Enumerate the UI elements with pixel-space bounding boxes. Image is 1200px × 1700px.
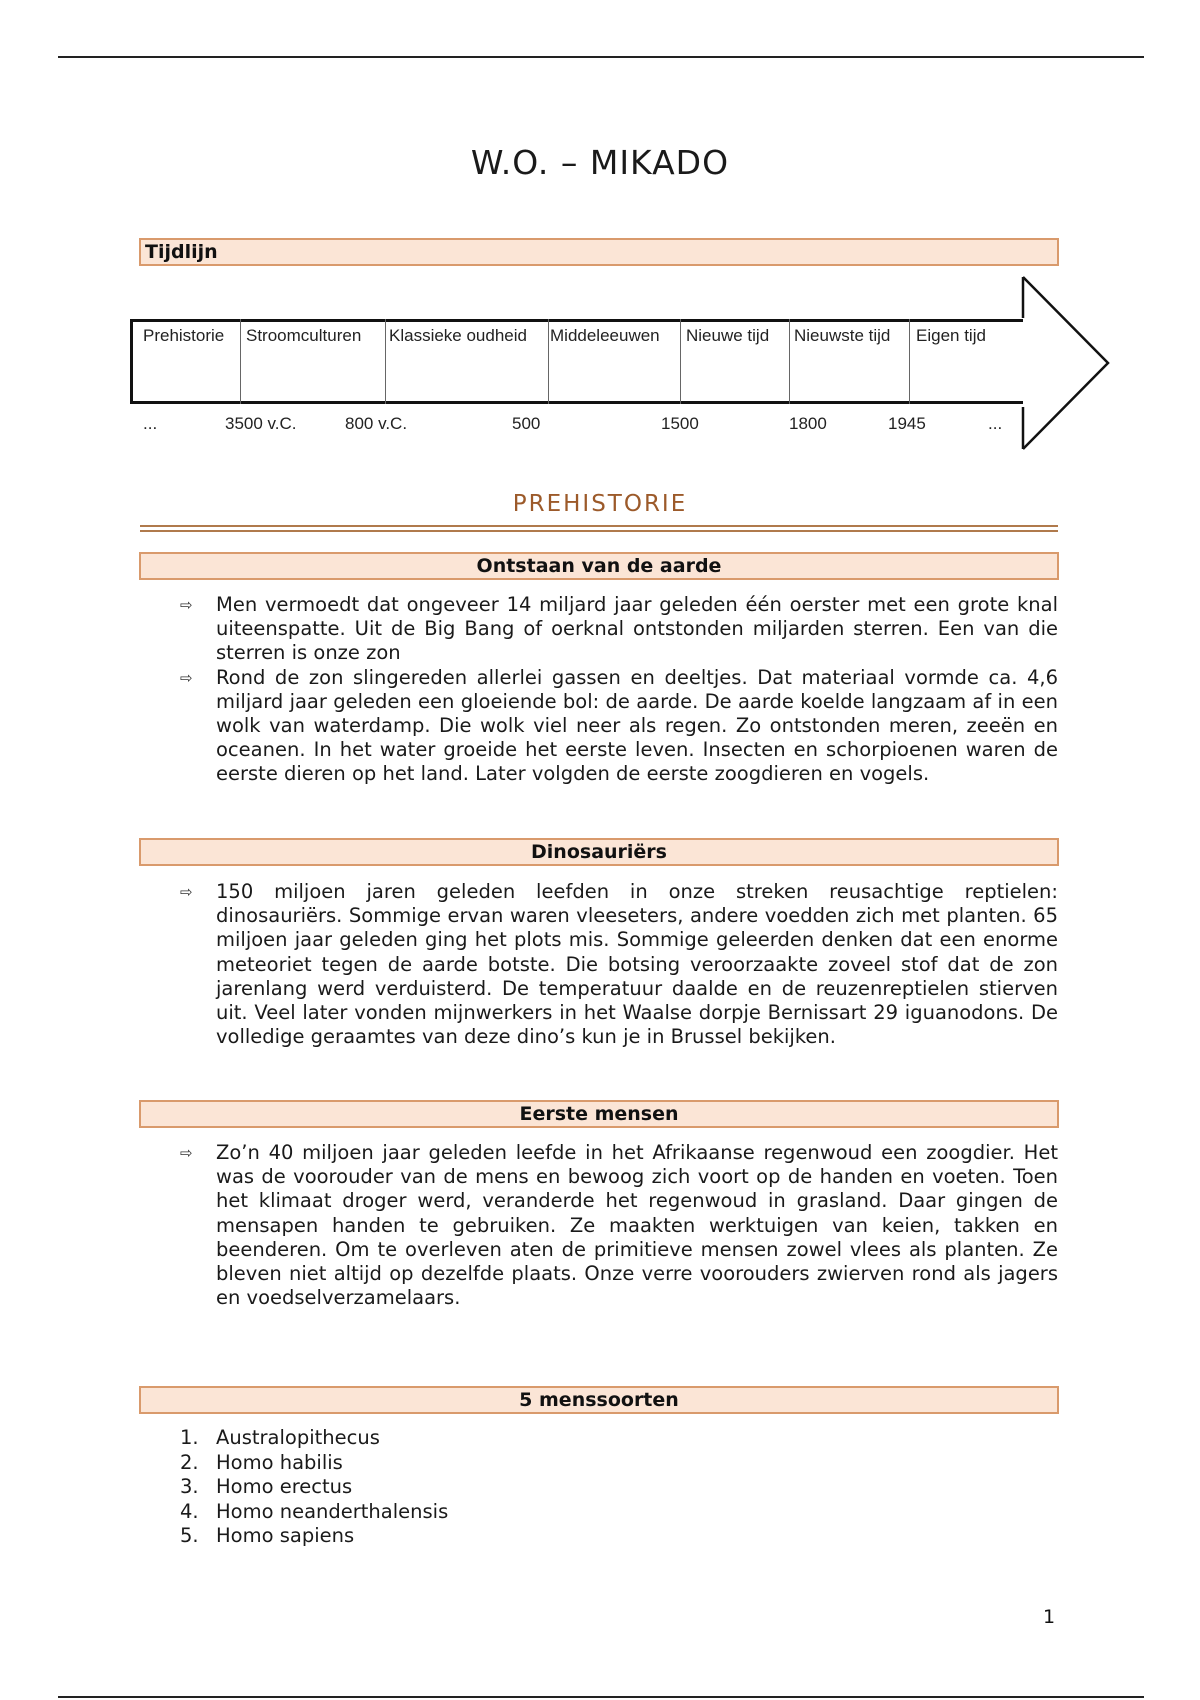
timeline-period: Eigen tijd <box>916 326 986 345</box>
section-title: PREHISTORIE <box>512 491 688 517</box>
timeline-tick: 1500 <box>661 414 699 433</box>
timeline-tick: 500 <box>512 414 541 433</box>
bullet-list <box>180 593 1058 787</box>
species-name: Australopithecus <box>216 1426 380 1449</box>
list-item: 2. Homo habilis <box>180 1450 343 1474</box>
section-heading: Ontstaan van de aarde <box>139 552 1059 580</box>
list-item <box>180 593 1058 666</box>
timeline-divider <box>385 319 386 404</box>
species-name: Homo habilis <box>216 1450 343 1474</box>
section-heading: Eerste mensen <box>139 1100 1059 1128</box>
list-item: 3. Homo erectus <box>180 1475 353 1499</box>
list-item <box>180 880 1058 1049</box>
timeline-tick: 1945 <box>888 414 926 433</box>
list-item <box>180 666 1058 787</box>
timeline-divider <box>789 319 790 404</box>
arrow-bullet-icon: ⇨ <box>180 883 193 901</box>
species-name: Homo sapiens <box>216 1524 355 1548</box>
timeline-divider <box>680 319 681 404</box>
timeline-divider <box>548 319 549 404</box>
list-item: 5. Homo sapiens <box>180 1524 355 1548</box>
timeline-tick: ... <box>988 414 1003 433</box>
timeline-heading: Tijdlijn <box>139 238 1059 266</box>
top-rule <box>58 56 1144 58</box>
timeline-divider <box>909 319 910 404</box>
bullet-list <box>180 1141 1058 1310</box>
paragraph-text: Zo’n 40 miljoen jaar geleden leefde in het Afrikaanse regenwoud een zoogdier. Het was de voorouder van de mens en bewoog zich voort op de handen en voeten. Toen het klimaat droger werd, veranderde het regenwoud in grasland. Daar gingen de mensapen handen te gebruiken. Ze maakten werktuigen van keien, takken en beenderen. Om te overleven aten de primitieve mensen zowel vlees als planten. Ze bleven niet altijd op dezelfde plaats. Onze verre voorouders zwierven rond als jagers en voedselverzamelaars. <box>216 1141 1058 1310</box>
timeline-divider <box>240 319 241 404</box>
timeline-period: Prehistorie <box>143 326 225 345</box>
arrow-bullet-icon: ⇨ <box>180 668 193 687</box>
list-item: 4. Homo neanderthalensis <box>180 1499 449 1523</box>
paragraph-text: Rond de zon slingereden allerlei gassen en deeltjes. Dat materiaal vormde ca. 4,6 miljard jaar geleden een gloeiende bol: de aarde. De aarde koelde langzaam af in een wolk van waterdamp. Die wolk viel neer als regen. Zo ontstonden meren, zeeën en oceanen. In het water groeide het eerste leven. Insecten en schorpioenen waren de eerste dieren op het land. Later volgden de eerste zoogdieren en vogels. <box>216 665 1058 786</box>
section-heading: 5 menssoorten <box>139 1386 1059 1414</box>
paragraph-text: Men vermoedt dat ongeveer 14 miljard jaar geleden één oerster met een grote knal uiteenspatte. Uit de Big Bang of oerknal ontstonden miljarden sterren. Een van die sterren is onze zon <box>216 593 1058 665</box>
timeline-tick: ... <box>143 414 158 433</box>
paragraph-text: 150 miljoen jaren geleden leefden in onze streken reusachtige reptielen: dinosauriërs. Sommige ervan waren vleeseters, andere voedden zich met planten. 65 miljoen jaar geleden ging het plots mis. Sommige geleerden denken dat een enorme meteoriet tegen de aarde botste. Die botsing veroorzaakte zoveel stof dat de zon jarenlang werd verduisterd. De temperatuur daalde en de reuzenreptielen stierven uit. Veel later vonden mijnwerkers in het Waalse dorpje Bernissart 29 iguanodons. De volledige geraamtes van deze dino’s kun je in Brussel bekijken. <box>216 880 1058 1049</box>
species-name: Homo erectus <box>216 1475 353 1499</box>
numbered-list <box>180 1426 448 1549</box>
timeline-period: Middeleeuwen <box>550 326 660 345</box>
section-heading: Dinosauriërs <box>139 838 1059 866</box>
species-name: Homo neanderthalensis <box>216 1499 449 1523</box>
timeline-tick: 3500 v.C. <box>225 414 297 433</box>
timeline-period: Nieuwe tijd <box>686 326 770 345</box>
bullet-list <box>180 880 1058 1049</box>
timeline-tick: 1800 <box>789 414 827 433</box>
timeline-period: Klassieke oudheid <box>389 326 527 345</box>
section-rule <box>140 530 1058 532</box>
timeline-arrow-head <box>1020 275 1112 451</box>
timeline-tick: 800 v.C. <box>345 414 408 433</box>
list-item <box>180 1141 1058 1310</box>
arrow-bullet-icon: ⇨ <box>180 1144 193 1162</box>
timeline-period: Nieuwste tijd <box>794 326 891 345</box>
arrow-bullet-icon: ⇨ <box>180 596 193 614</box>
document-title: W.O. – MIKADO <box>470 143 730 182</box>
timeline-period: Stroomculturen <box>246 326 362 345</box>
section-rule <box>140 525 1058 527</box>
bottom-rule <box>58 1696 1144 1698</box>
page-number: 1 <box>1043 1606 1056 1628</box>
list-item: 1. Australopithecus <box>180 1426 380 1449</box>
